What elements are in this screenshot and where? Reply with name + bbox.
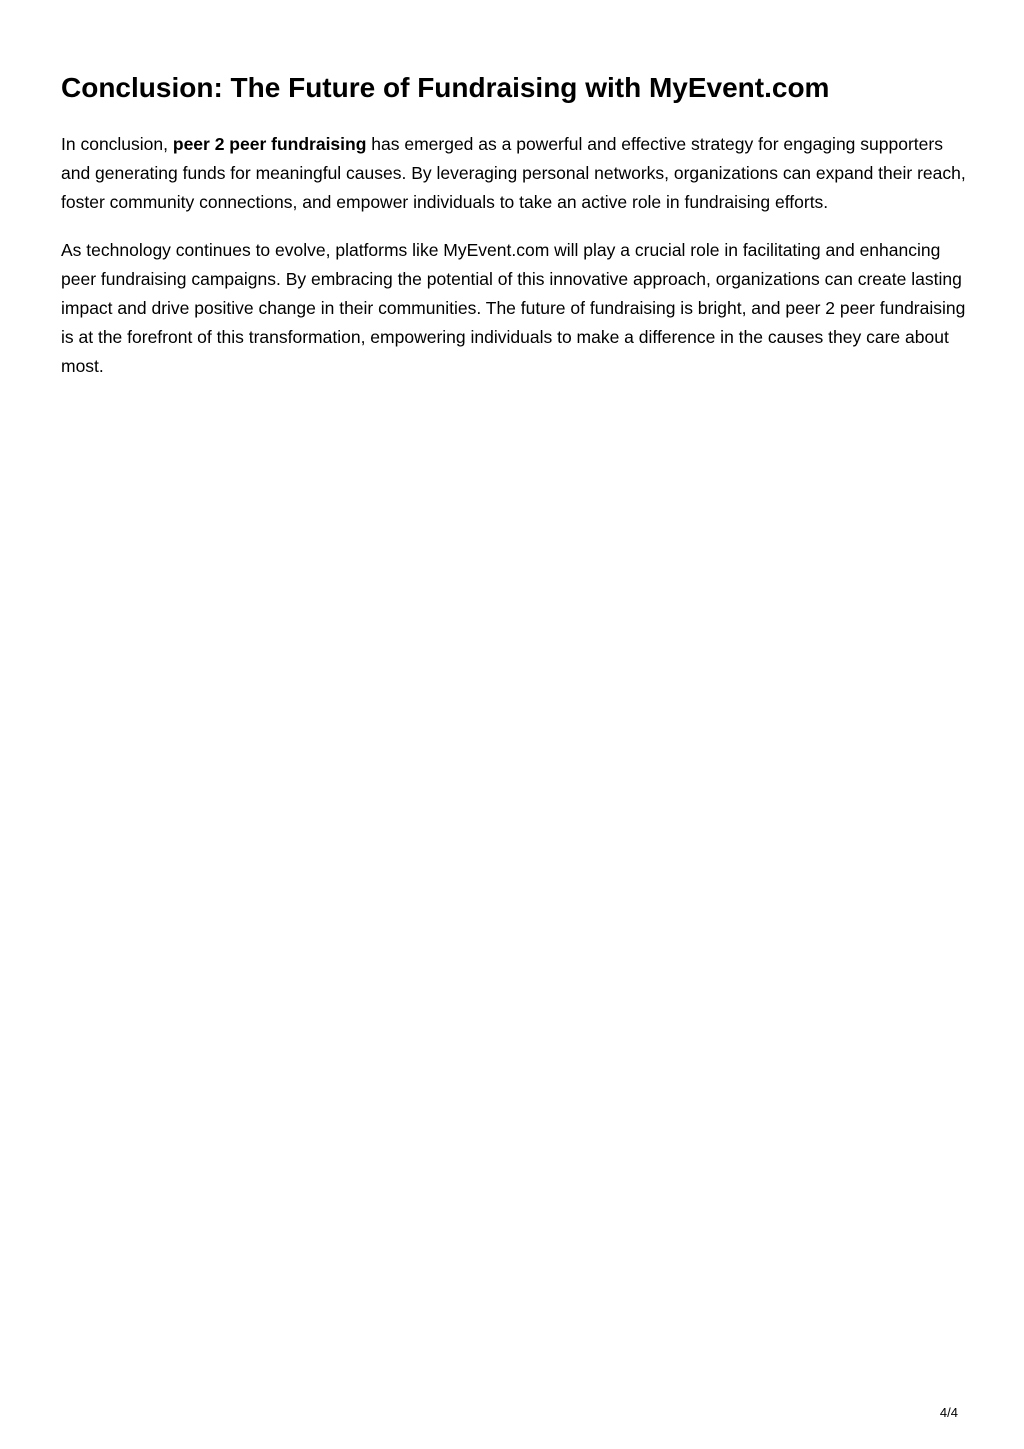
- page-number: 4/4: [939, 1405, 958, 1420]
- document-page: [61, 70, 966, 400]
- bold-keyword: peer 2 peer fundraising: [172, 134, 367, 154]
- paragraph-conclusion: [61, 130, 966, 217]
- page-title: Conclusion: The Future of Fundraising with MyEvent.com: [61, 72, 830, 103]
- paragraph-technology: As technology continues to evolve, platforms like MyEvent.com will play a crucial role in facilitating and enhancing peer fundraising campaigns. By embracing the potential of this innovative approach, organizations can create lasting impact and drive positive change in their communities. The future of fundraising is bright, and peer 2 peer fundraising is at the forefront of this transformation, empowering individuals to make a difference in the causes they care about most.: [61, 240, 966, 376]
- paragraph-text-prefix: In conclusion,: [61, 134, 173, 154]
- paragraph-text-suffix: has emerged as a powerful and effective strategy for engaging supporters and generating funds for meaningful causes. By leveraging personal networks, organizations can expand their reach, foster community connections, and empower individuals to take an active role in fundraising efforts.: [61, 134, 966, 212]
